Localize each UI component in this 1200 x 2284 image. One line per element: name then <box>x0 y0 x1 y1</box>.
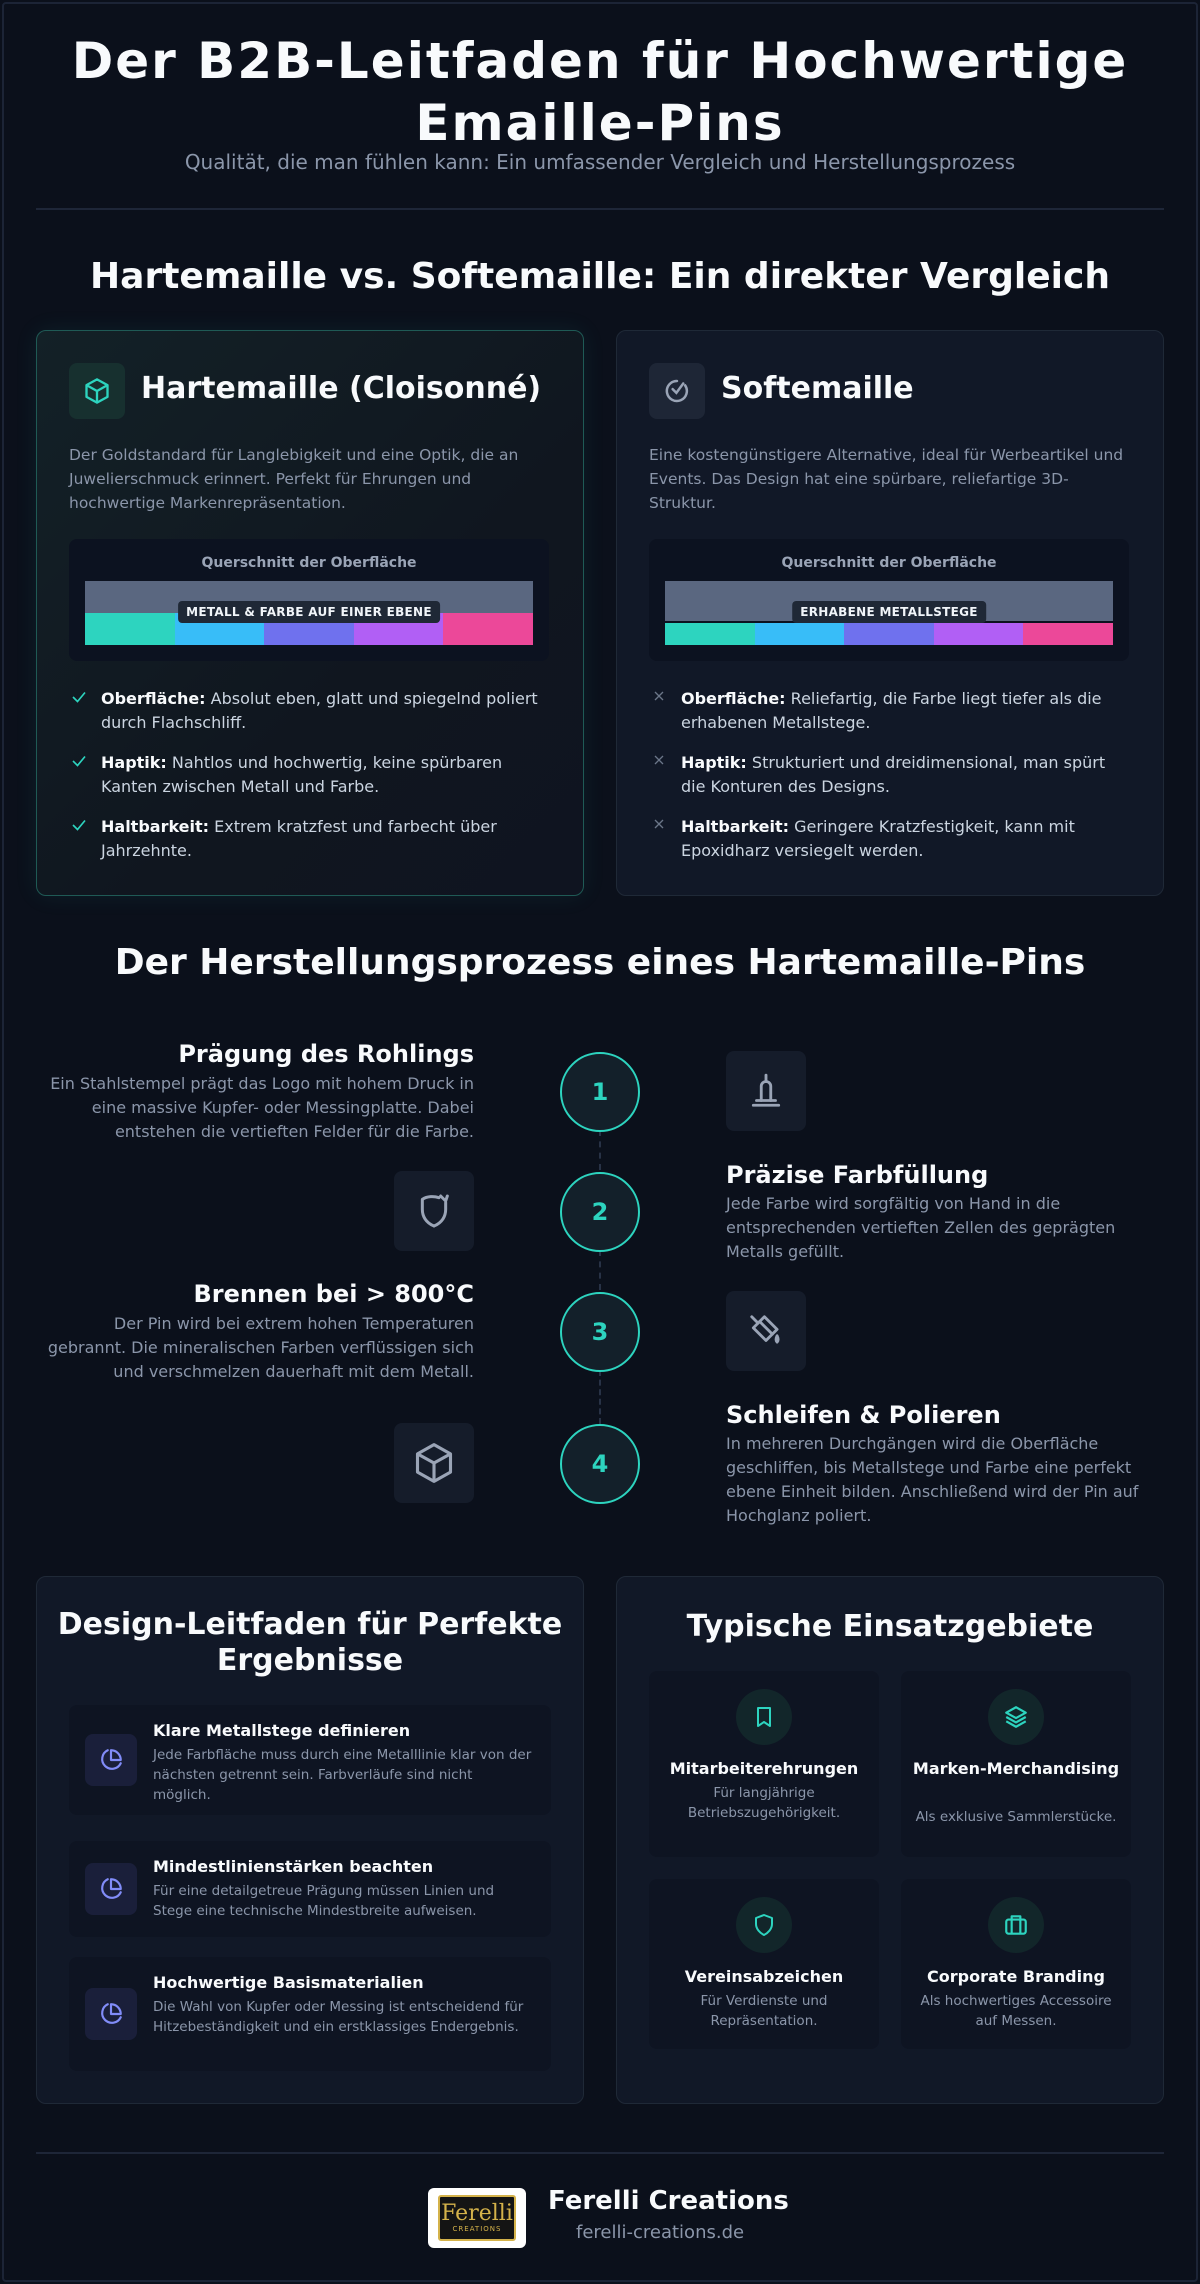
soft-feature <box>649 687 1129 735</box>
use-cases-card <box>616 1576 1164 2104</box>
check-icon <box>69 816 89 834</box>
hard-enamel-title: Hartemaille (Cloisonné) <box>141 371 542 406</box>
hard-feature <box>69 751 549 799</box>
use-case-title: Mitarbeiterehrungen <box>669 1759 859 1778</box>
step-description: Der Pin wird bei extrem hohen Temperaturen gebrannt. Die mineralischen Farben verflüssigen sich und verschmelzen dauerhaft mit dem Metall. <box>47 1314 474 1381</box>
feature-label: Haptik: <box>101 753 167 772</box>
page-title: Der B2B-Leitfaden für Hochwertige Emaille-Pins <box>71 32 1129 152</box>
page-subtitle: Qualität, die man fühlen kann: Ein umfassender Vergleich und Herstellungsprozess <box>184 150 1016 174</box>
cross-section-label: Querschnitt der Oberfläche <box>781 555 997 571</box>
step-title: Schleifen & Polieren <box>726 1401 1001 1429</box>
color-swatch <box>755 623 845 645</box>
badge-check-icon <box>649 363 705 419</box>
divider <box>36 2152 1164 2154</box>
color-swatch <box>443 613 533 645</box>
use-case-description: Als hochwertiges Accessoire auf Messen. <box>920 1993 1112 2029</box>
stamp-icon <box>726 1051 806 1131</box>
timeline-connector <box>599 1130 601 1170</box>
use-case-tile <box>901 1671 1131 1857</box>
soft-feature <box>649 815 1129 863</box>
use-case-title: Vereinsabzeichen <box>684 1967 844 1986</box>
feature-label: Haptik: <box>681 753 747 772</box>
feature-label: Oberfläche: <box>101 689 206 708</box>
step-number: 4 <box>560 1424 640 1504</box>
logo-subtext: CREATIONS <box>452 2224 502 2233</box>
guide-item-description: Jede Farbfläche muss durch eine Metalllinie klar von der nächsten getrennt sein. Farbverläufe sind nicht möglich. <box>153 1747 532 1803</box>
step-description: Ein Stahlstempel prägt das Logo mit hohem Druck in eine massive Kupfer- oder Messingplatte. Dabei entstehen die vertieften Felder für die Farbe. <box>50 1074 474 1141</box>
feature-text: Nahtlos und hochwertig, keine spürbaren Kanten zwischen Metall und Farbe. <box>101 753 503 796</box>
guide-item-description: Die Wahl von Kupfer oder Messing ist entscheidend für Hitzebeständigkeit und ein erstklassiges Endergebnis. <box>153 1999 524 2035</box>
use-case-title: Marken-Merchandising <box>912 1759 1120 1778</box>
step-title: Prägung des Rohlings <box>178 1040 474 1068</box>
hard-enamel-card <box>36 330 584 896</box>
color-swatch <box>1023 623 1113 645</box>
step-description: In mehreren Durchgängen wird die Oberfläche geschliffen, bis Metallstege und Farbe eine perfekt ebene Einheit bilden. Anschließend wird der Pin auf Hochglanz poliert. <box>726 1434 1139 1525</box>
process-title: Der Herstellungsprozess eines Hartemaille-Pins <box>114 942 1086 983</box>
brand-url[interactable]: ferelli-creations.de <box>576 2222 745 2243</box>
hard-cross-section <box>69 539 549 661</box>
guide-item <box>69 1957 551 2071</box>
timeline-connector <box>599 1370 601 1424</box>
box-icon <box>394 1423 474 1503</box>
step-title: Präzise Farbfüllung <box>726 1161 989 1189</box>
guide-item-description: Für eine detailgetreue Prägung müssen Linien und Stege eine technische Mindestbreite aufweisen. <box>153 1883 495 1919</box>
use-case-description: Für langjährige Betriebszugehörigkeit. <box>687 1785 841 1821</box>
soft-feature <box>649 751 1129 799</box>
feature-text: Strukturiert und dreidimensional, man spürt die Konturen des Designs. <box>681 753 1106 796</box>
hard-feature <box>69 815 549 863</box>
use-case-title: Corporate Branding <box>927 1967 1105 1986</box>
cube-icon <box>69 363 125 419</box>
feature-label: Haltbarkeit: <box>101 817 210 836</box>
bookmark-icon <box>736 1689 792 1745</box>
soft-enamel-card <box>616 330 1164 896</box>
guide-item-title: Hochwertige Basismaterialien <box>153 1973 424 1992</box>
use-case-description: Als exklusive Sammlerstücke. <box>915 1809 1117 1825</box>
feature-text: Extrem kratzfest und farbecht über Jahrzehnte. <box>101 817 497 860</box>
hard-enamel-description: Der Goldstandard für Langlebigkeit und eine Optik, die an Juwelierschmuck erinnert. Perfekt für Ehrungen und hochwertige Markenrepräsentation. <box>69 446 519 512</box>
paint-bucket-icon <box>726 1291 806 1371</box>
guide-item <box>69 1841 551 1937</box>
color-swatch <box>85 613 175 645</box>
step-title: Brennen bei > 800°C <box>193 1280 474 1308</box>
step-description: Jede Farbe wird sorgfältig von Hand in die entsprechenden vertieften Zellen des geprägten Metalls gefüllt. <box>726 1194 1116 1261</box>
cross-section-label: Querschnitt der Oberfläche <box>201 555 417 571</box>
hard-feature <box>69 687 549 735</box>
cross-section-badge: ERHABENE METALLSTEGE <box>792 601 986 623</box>
guide-item-title: Klare Metallstege definieren <box>153 1721 411 1740</box>
feature-label: Haltbarkeit: <box>681 817 790 836</box>
logo-text: Ferelli <box>441 2200 513 2226</box>
brand-logo <box>428 2188 526 2248</box>
use-case-tile <box>649 1671 879 1857</box>
check-icon <box>69 752 89 770</box>
color-swatch <box>934 623 1024 645</box>
cross-icon <box>649 752 669 768</box>
use-case-tile <box>649 1879 879 2049</box>
use-cases-title: Typische Einsatzgebiete <box>686 1609 1094 1644</box>
check-icon <box>69 688 89 706</box>
color-swatch <box>844 623 934 645</box>
pie-chart-icon <box>85 1863 137 1915</box>
soft-enamel-title: Softemaille <box>721 371 914 406</box>
feature-text: Reliefartig, die Farbe liegt tiefer als die erhabenen Metallstege. <box>681 689 1102 732</box>
use-case-description: Für Verdienste und Repräsentation. <box>700 1993 828 2029</box>
step-number: 2 <box>560 1172 640 1252</box>
briefcase-icon <box>988 1897 1044 1953</box>
timeline-connector <box>599 1250 601 1290</box>
pie-chart-icon <box>85 1988 137 2040</box>
soft-enamel-description: Eine kostengünstigere Alternative, ideal für Werbeartikel und Events. Das Design hat eine spürbare, reliefartige 3D-Struktur. <box>649 446 1124 512</box>
step-number: 1 <box>560 1052 640 1132</box>
cross-icon <box>649 816 669 832</box>
guide-item-title: Mindestlinienstärken beachten <box>153 1857 434 1876</box>
feature-label: Oberfläche: <box>681 689 786 708</box>
divider <box>36 208 1164 210</box>
use-case-tile <box>901 1879 1131 2049</box>
cross-icon <box>649 688 669 704</box>
guide-item <box>69 1705 551 1815</box>
step-number: 3 <box>560 1292 640 1372</box>
brand-name: Ferelli Creations <box>548 2186 789 2216</box>
design-guide-title: Design-Leitfaden für Perfekte Ergebnisse <box>57 1607 563 1678</box>
soft-cross-section <box>649 539 1129 661</box>
feature-text: Geringere Kratzfestigkeit, kann mit Epoxidharz versiegelt werden. <box>681 817 1075 860</box>
comparison-title: Hartemaille vs. Softemaille: Ein direkter Vergleich <box>90 256 1110 297</box>
cross-section-badge: METALL & FARBE AUF EINER EBENE <box>178 601 440 623</box>
shield-icon <box>736 1897 792 1953</box>
design-guide-card <box>36 1576 584 2104</box>
color-swatch <box>665 623 755 645</box>
pie-chart-icon <box>85 1734 137 1786</box>
layers-icon <box>988 1689 1044 1745</box>
droplet-fill-icon <box>394 1171 474 1251</box>
feature-text: Absolut eben, glatt und spiegelnd poliert durch Flachschliff. <box>101 689 538 732</box>
